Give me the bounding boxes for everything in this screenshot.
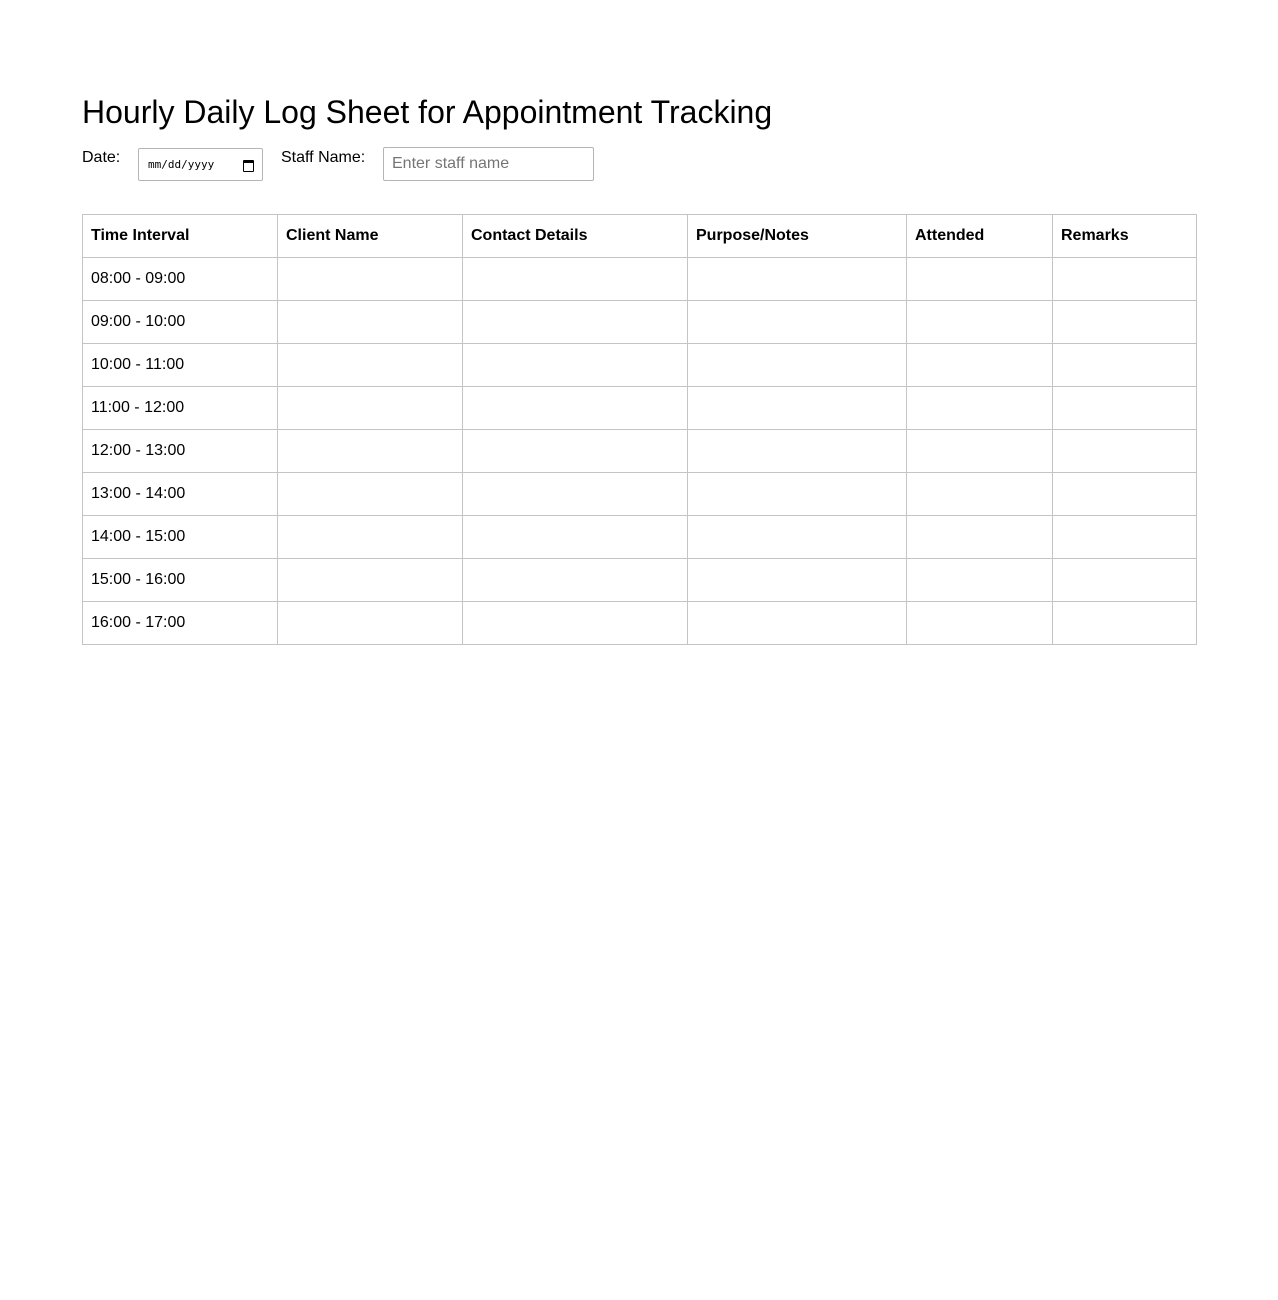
client-name-cell[interactable] bbox=[278, 430, 463, 473]
staff-name-label: Staff Name: bbox=[281, 149, 366, 166]
client-name-cell[interactable] bbox=[278, 387, 463, 430]
attended-cell[interactable] bbox=[907, 301, 1053, 344]
table-row bbox=[83, 387, 1197, 430]
table-row bbox=[83, 344, 1197, 387]
client-name-cell[interactable] bbox=[278, 258, 463, 301]
contact-details-cell[interactable] bbox=[463, 387, 688, 430]
date-input[interactable] bbox=[138, 148, 263, 181]
attended-cell[interactable] bbox=[907, 473, 1053, 516]
remarks-cell[interactable] bbox=[1053, 602, 1197, 645]
contact-details-cell[interactable] bbox=[463, 258, 688, 301]
contact-details-cell[interactable] bbox=[463, 344, 688, 387]
table-row bbox=[83, 473, 1197, 516]
log-controls bbox=[82, 148, 1196, 182]
attended-cell[interactable] bbox=[907, 387, 1053, 430]
purpose-notes-cell[interactable] bbox=[688, 344, 907, 387]
table-row bbox=[83, 602, 1197, 645]
time-interval-cell: 08:00 - 09:00 bbox=[83, 258, 278, 301]
table-row bbox=[83, 430, 1197, 473]
client-name-cell[interactable] bbox=[278, 473, 463, 516]
remarks-cell[interactable] bbox=[1053, 473, 1197, 516]
page-title: Hourly Daily Log Sheet for Appointment Tracking bbox=[82, 94, 773, 130]
log-sheet-page bbox=[82, 92, 1196, 631]
table-row bbox=[83, 258, 1197, 301]
purpose-notes-cell[interactable] bbox=[688, 602, 907, 645]
client-name-cell[interactable] bbox=[278, 602, 463, 645]
calendar-icon[interactable] bbox=[243, 159, 254, 170]
table-row bbox=[83, 301, 1197, 344]
table-row bbox=[83, 516, 1197, 559]
contact-details-cell[interactable] bbox=[463, 559, 688, 602]
table-header-row bbox=[83, 215, 1197, 258]
client-name-cell[interactable] bbox=[278, 301, 463, 344]
purpose-notes-cell[interactable] bbox=[688, 387, 907, 430]
remarks-cell[interactable] bbox=[1053, 559, 1197, 602]
time-interval-cell: 14:00 - 15:00 bbox=[83, 516, 278, 559]
client-name-cell[interactable] bbox=[278, 516, 463, 559]
column-header-remarks: Remarks bbox=[1053, 215, 1197, 258]
date-label: Date: bbox=[82, 149, 121, 166]
column-header-contact-details: Contact Details bbox=[463, 215, 688, 258]
time-interval-cell: 13:00 - 14:00 bbox=[83, 473, 278, 516]
time-interval-cell: 15:00 - 16:00 bbox=[83, 559, 278, 602]
time-interval-cell: 16:00 - 17:00 bbox=[83, 602, 278, 645]
purpose-notes-cell[interactable] bbox=[688, 258, 907, 301]
table-body bbox=[83, 258, 1197, 645]
purpose-notes-cell[interactable] bbox=[688, 430, 907, 473]
contact-details-cell[interactable] bbox=[463, 602, 688, 645]
date-placeholder: mm/dd/yyyy bbox=[148, 158, 215, 171]
contact-details-cell[interactable] bbox=[463, 430, 688, 473]
appointment-log-table bbox=[82, 214, 1197, 645]
time-interval-cell: 11:00 - 12:00 bbox=[83, 387, 278, 430]
remarks-cell[interactable] bbox=[1053, 387, 1197, 430]
column-header-attended: Attended bbox=[907, 215, 1053, 258]
remarks-cell[interactable] bbox=[1053, 516, 1197, 559]
attended-cell[interactable] bbox=[907, 516, 1053, 559]
time-interval-cell: 09:00 - 10:00 bbox=[83, 301, 278, 344]
attended-cell[interactable] bbox=[907, 258, 1053, 301]
attended-cell[interactable] bbox=[907, 430, 1053, 473]
column-header-client-name: Client Name bbox=[278, 215, 463, 258]
column-header-time-interval: Time Interval bbox=[83, 215, 278, 258]
remarks-cell[interactable] bbox=[1053, 344, 1197, 387]
purpose-notes-cell[interactable] bbox=[688, 516, 907, 559]
time-interval-cell: 12:00 - 13:00 bbox=[83, 430, 278, 473]
attended-cell[interactable] bbox=[907, 602, 1053, 645]
contact-details-cell[interactable] bbox=[463, 473, 688, 516]
purpose-notes-cell[interactable] bbox=[688, 559, 907, 602]
client-name-cell[interactable] bbox=[278, 559, 463, 602]
purpose-notes-cell[interactable] bbox=[688, 301, 907, 344]
contact-details-cell[interactable] bbox=[463, 301, 688, 344]
column-header-purpose-notes: Purpose/Notes bbox=[688, 215, 907, 258]
purpose-notes-cell[interactable] bbox=[688, 473, 907, 516]
client-name-cell[interactable] bbox=[278, 344, 463, 387]
attended-cell[interactable] bbox=[907, 559, 1053, 602]
table-row bbox=[83, 559, 1197, 602]
remarks-cell[interactable] bbox=[1053, 301, 1197, 344]
staff-name-input[interactable] bbox=[383, 147, 594, 181]
attended-cell[interactable] bbox=[907, 344, 1053, 387]
time-interval-cell: 10:00 - 11:00 bbox=[83, 344, 278, 387]
remarks-cell[interactable] bbox=[1053, 430, 1197, 473]
remarks-cell[interactable] bbox=[1053, 258, 1197, 301]
contact-details-cell[interactable] bbox=[463, 516, 688, 559]
